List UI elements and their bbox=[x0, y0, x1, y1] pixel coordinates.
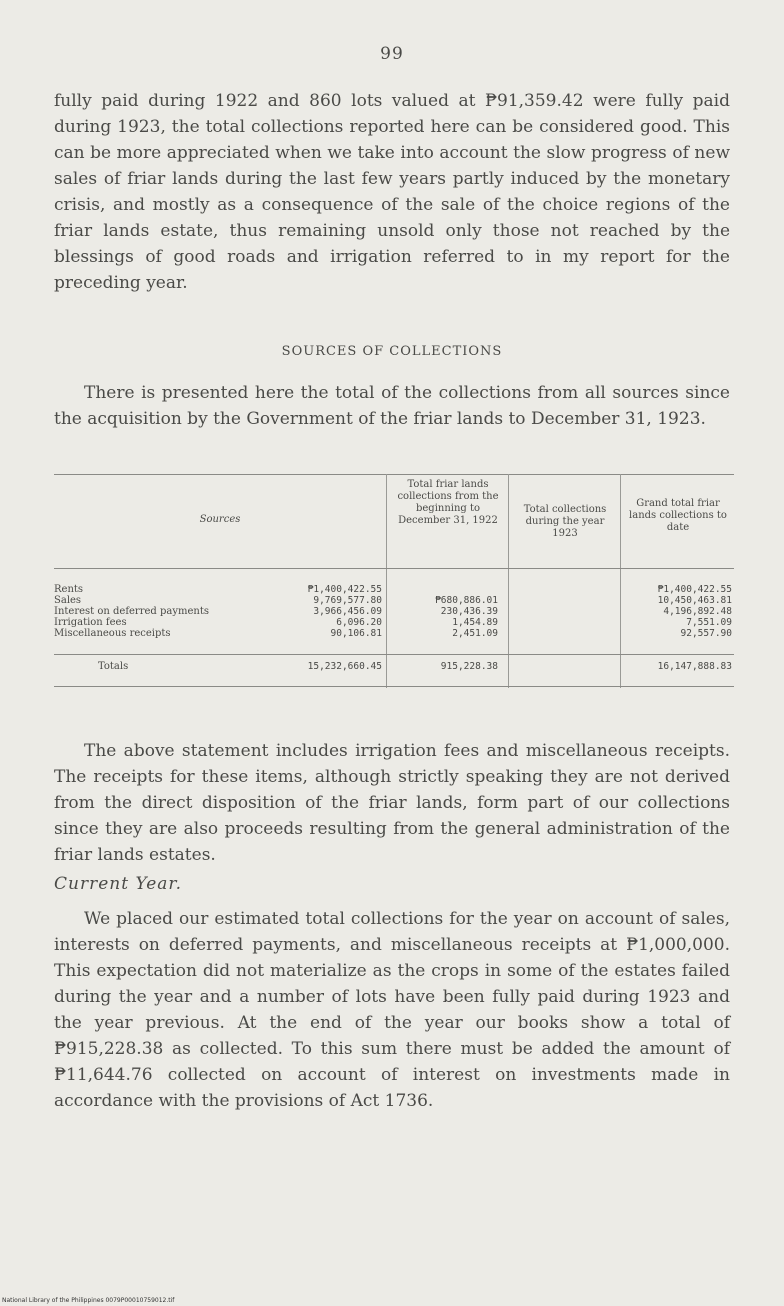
row-label: Miscellaneous receipts bbox=[54, 628, 171, 639]
row-value-col2: 1,454.89 bbox=[452, 617, 498, 628]
table-bottom-rule bbox=[54, 686, 734, 687]
row-value-col1: 3,966,456.09 bbox=[313, 606, 382, 617]
section-heading: SOURCES OF COLLECTIONS bbox=[281, 344, 503, 359]
table-col-divider bbox=[386, 474, 387, 688]
row-value-col2: 2,451.09 bbox=[452, 628, 498, 639]
table-top-rule bbox=[54, 474, 734, 475]
row-value-col1: ₱1,400,422.55 bbox=[307, 584, 382, 595]
row-value-col1: 90,106.81 bbox=[330, 628, 382, 639]
subheading-current-year: Current Year. bbox=[54, 874, 183, 894]
row-value-col3: 4,196,892.48 bbox=[663, 606, 732, 617]
row-label: Irrigation fees bbox=[54, 617, 127, 628]
row-label: Interest on deferred payments bbox=[54, 606, 209, 617]
header-col1: Total friar lands collections from the beginning to December 31, 1922 bbox=[397, 479, 499, 526]
header-col3: Grand total friar lands collections to date bbox=[629, 498, 727, 533]
row-value-col2: ₱680,886.01 bbox=[435, 595, 498, 606]
table-totals-row bbox=[54, 661, 734, 673]
header-sources: Sources bbox=[199, 514, 241, 525]
row-value-col1: 9,769,577.80 bbox=[313, 595, 382, 606]
row-value-col3: 7,551.09 bbox=[686, 617, 732, 628]
paragraph-statement: The above statement includes irrigation fees and miscellaneous receipts. The receipts for these items, although strictly speaking they are not derived from the direct disposition of the friar lands, form part of our collections since they are also proceeds resulting from the general administration of the friar lands estates. bbox=[54, 741, 730, 865]
row-label: Sales bbox=[54, 595, 82, 606]
row-value-col3: 92,557.90 bbox=[680, 628, 732, 639]
row-label: Rents bbox=[54, 584, 84, 595]
row-value-col1: 6,096.20 bbox=[336, 617, 382, 628]
paragraph-intro: There is presented here the total of the collections from all sources since the acquisition by the Government of the friar lands to December 31, 1923. bbox=[54, 383, 730, 429]
collections-table bbox=[54, 474, 734, 688]
paragraph-current-year: We placed our estimated total collections for the year on account of sales, interests on deferred payments, and miscellaneous receipts at ₱1,000,000. This expectation did not materialize as the crops in some of the estates failed during the year and a number of lots have been fully paid during 1923 and the year previous. At the end of the year our books show a total of ₱915,228.38 as collected. To this sum there must be added the amount of ₱11,644.76 collected on account of interest on investments made in accordance with the provisions of Act 1736. bbox=[54, 909, 730, 1111]
row-value-col3: 10,450,463.81 bbox=[657, 595, 732, 606]
row-value-col3: ₱1,400,422.55 bbox=[657, 584, 732, 595]
header-col2: Total collections during the year 1923 bbox=[523, 504, 607, 539]
footer-credit: National Library of the Philippines 0079P00010759012.tif bbox=[2, 1297, 175, 1304]
totals-col2: 915,228.38 bbox=[440, 661, 498, 672]
totals-col3: 16,147,888.83 bbox=[657, 661, 732, 672]
page-number: 99 bbox=[380, 44, 404, 64]
row-value-col2: 230,436.39 bbox=[440, 606, 498, 617]
table-col-divider bbox=[508, 474, 509, 688]
table-row bbox=[54, 628, 734, 640]
table-totals-rule bbox=[54, 654, 734, 655]
paragraph-continuation: fully paid during 1922 and 860 lots valued at ₱91,359.42 were fully paid during 1923, the total collections reported here can be considered good. This can be more appreciated when we take into account the slow progress of new sales of friar lands during the last few years partly induced by the monetary crisis, and mostly as a consequence of the sale of the choice regions of the friar lands estate, thus remaining unsold only those not reached by the blessings of good roads and irrigation referred to in my report for the preceding year. bbox=[54, 91, 730, 293]
totals-col1: 15,232,660.45 bbox=[307, 661, 382, 672]
totals-label: Totals bbox=[98, 661, 129, 672]
table-col-divider bbox=[620, 474, 621, 688]
table-header-rule bbox=[54, 568, 734, 569]
